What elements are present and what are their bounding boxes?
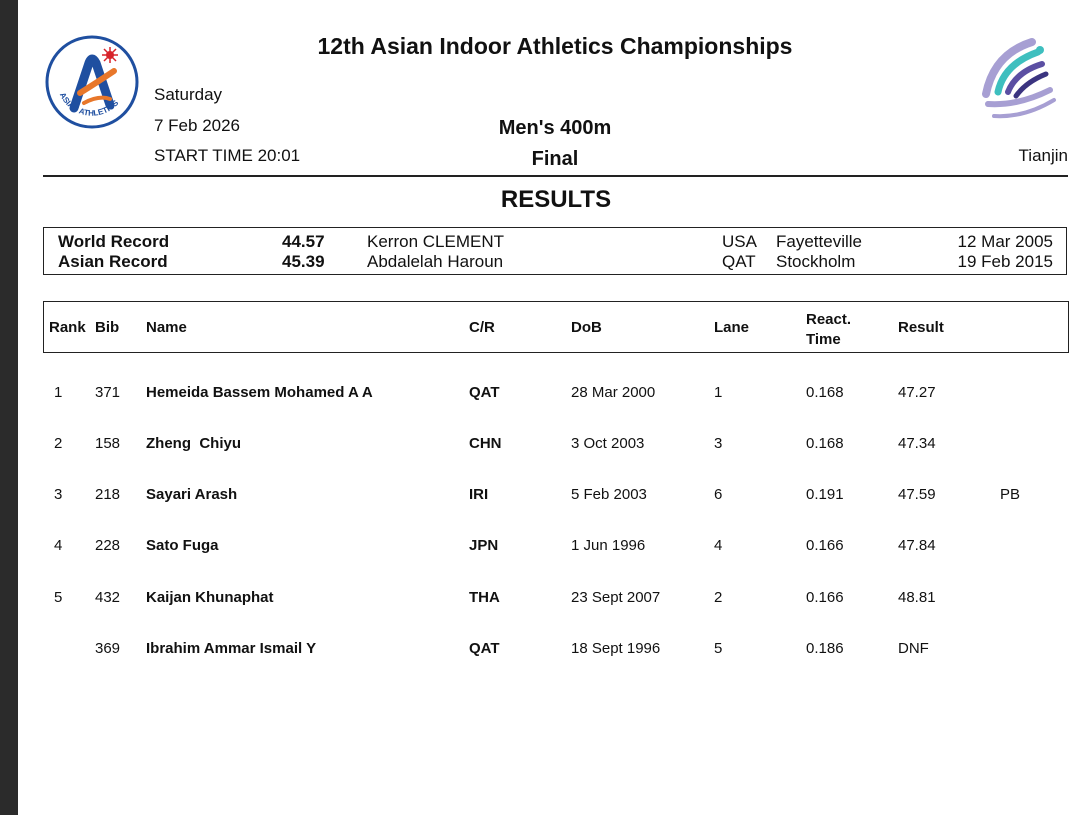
cell-result: 47.59	[898, 486, 936, 503]
header-name: Name	[146, 319, 187, 336]
cell-name: Ibrahim Ammar Ismail Y	[146, 640, 317, 657]
cell-lane: 6	[714, 486, 723, 503]
cell-rank: 4	[54, 537, 63, 554]
cell-lane: 4	[714, 537, 723, 554]
cell-bib: 371	[95, 384, 121, 401]
cell-name: Kaijan Khunaphat	[146, 589, 274, 606]
meta-date: 7 Feb 2026	[154, 116, 241, 135]
header-result: Result	[898, 319, 944, 336]
record-performance: 44.57	[282, 232, 325, 251]
cell-bib: 369	[95, 640, 121, 657]
table-row	[0, 537, 1080, 559]
cell-rank: 2	[54, 435, 63, 452]
header-bib: Bib	[95, 319, 120, 336]
cell-result: 48.81	[898, 589, 936, 606]
table-row	[0, 640, 1080, 662]
venue: Tianjin	[1018, 146, 1068, 165]
results-table-header	[43, 301, 1069, 353]
record-athlete: Kerron CLEMENT	[367, 232, 504, 251]
cell-bib: 218	[95, 486, 121, 503]
cell-cr: QAT	[469, 384, 500, 401]
cell-dob: 28 Mar 2000	[571, 384, 656, 401]
header-react-time: Time	[806, 331, 841, 348]
cell-name: Sato Fuga	[146, 537, 219, 554]
cell-bib: 432	[95, 589, 121, 606]
cell-result: 47.84	[898, 537, 936, 554]
record-label: World Record	[58, 232, 170, 251]
cell-name: Zheng Chiyu	[146, 435, 241, 452]
cell-lane: 2	[714, 589, 723, 606]
record-date: 12 Mar 2005	[957, 232, 1053, 251]
cell-react: 0.191	[806, 486, 844, 503]
cell-dob: 3 Oct 2003	[571, 435, 645, 452]
cell-note: PB	[1000, 486, 1021, 503]
meta-day: Saturday	[154, 85, 223, 104]
header-lane: Lane	[714, 319, 750, 336]
cell-cr: IRI	[469, 486, 489, 503]
header-dob: DoB	[571, 319, 602, 336]
cell-bib: 158	[95, 435, 121, 452]
cell-dob: 5 Feb 2003	[571, 486, 647, 503]
record-venue: Stockholm	[776, 252, 856, 271]
cell-lane: 1	[714, 384, 723, 401]
cell-cr: JPN	[469, 537, 499, 554]
cell-result: 47.34	[898, 435, 936, 452]
tianjin-logo	[974, 34, 1064, 130]
record-country: USA	[722, 232, 757, 251]
header-divider	[43, 175, 1068, 177]
record-athlete: Abdalelah Haroun	[367, 252, 504, 271]
cell-name: Hemeida Bassem Mohamed A A	[146, 384, 373, 401]
logo-lettering: ASIAN ATHLETICS	[57, 91, 121, 118]
header-react: React.	[806, 311, 852, 328]
viewer-left-edge	[0, 0, 18, 815]
meta-start-time: START TIME 20:01	[154, 146, 301, 165]
cell-result: 47.27	[898, 384, 936, 401]
record-row-world	[44, 232, 1066, 252]
table-row	[0, 589, 1080, 611]
cell-lane: 3	[714, 435, 723, 452]
cell-cr: THA	[469, 589, 500, 606]
cell-react: 0.168	[806, 435, 844, 452]
record-country: QAT	[722, 252, 756, 271]
cell-react: 0.186	[806, 640, 844, 657]
cell-result: DNF	[898, 640, 929, 657]
cell-rank: 3	[54, 486, 63, 503]
records-box	[43, 227, 1067, 275]
table-row	[0, 486, 1080, 508]
championship-title: 12th Asian Indoor Athletics Championships	[317, 33, 793, 59]
record-row-asian	[44, 252, 1066, 272]
record-date: 19 Feb 2015	[957, 252, 1053, 271]
record-performance: 45.39	[282, 252, 325, 271]
cell-name: Sayari Arash	[146, 486, 238, 503]
header-cr: C/R	[469, 319, 495, 336]
cell-dob: 23 Sept 2007	[571, 589, 661, 606]
record-label: Asian Record	[58, 252, 168, 271]
cell-react: 0.166	[806, 537, 844, 554]
event-round: Final	[531, 148, 579, 170]
table-row	[0, 435, 1080, 457]
table-row	[0, 384, 1080, 406]
record-venue: Fayetteville	[776, 232, 862, 251]
cell-cr: QAT	[469, 640, 500, 657]
header-rank: Rank	[49, 319, 86, 336]
cell-rank: 1	[54, 384, 63, 401]
cell-rank: 5	[54, 589, 63, 606]
asian-athletics-logo	[44, 33, 140, 131]
cell-cr: CHN	[469, 435, 502, 452]
cell-bib: 228	[95, 537, 121, 554]
results-heading: RESULTS	[500, 186, 612, 213]
cell-dob: 18 Sept 1996	[571, 640, 661, 657]
cell-lane: 5	[714, 640, 723, 657]
event-name: Men's 400m	[498, 117, 612, 139]
cell-react: 0.166	[806, 589, 844, 606]
cell-react: 0.168	[806, 384, 844, 401]
cell-dob: 1 Jun 1996	[571, 537, 646, 554]
